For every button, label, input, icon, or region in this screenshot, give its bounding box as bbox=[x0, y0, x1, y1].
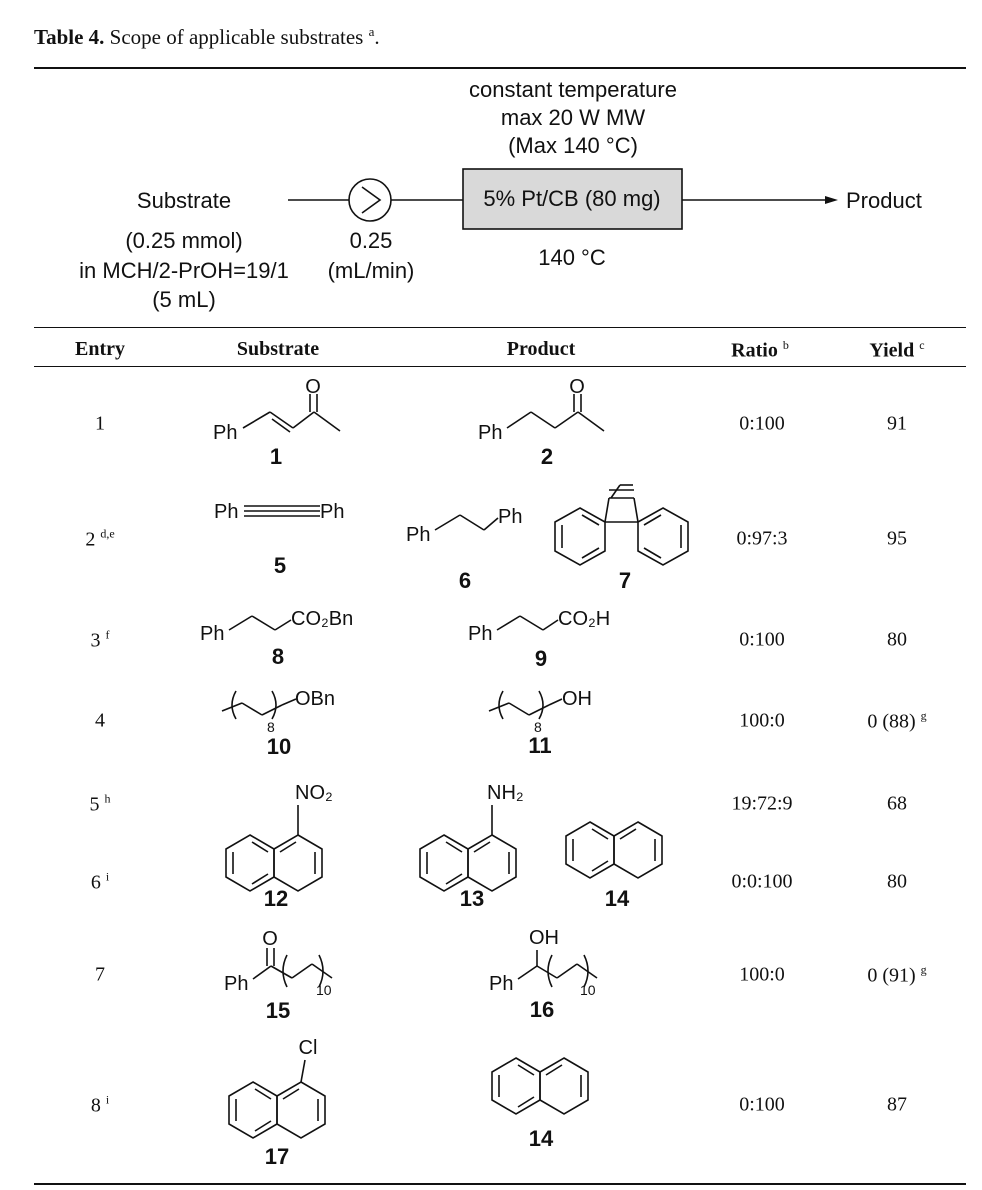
column-header-substrate: Substrate bbox=[236, 338, 320, 360]
temperature-label: 140 °C bbox=[538, 245, 606, 270]
svg-text:Ph: Ph bbox=[498, 506, 523, 528]
svg-text:CO₂H: CO₂H bbox=[558, 608, 611, 630]
arrow-head-icon bbox=[825, 196, 838, 204]
svg-text:14: 14 bbox=[528, 1126, 554, 1151]
svg-text:NO₂: NO₂ bbox=[295, 782, 333, 804]
ratio-cell: 0:100 bbox=[739, 1093, 785, 1116]
yield-cell: 0 (91) $^g$ bbox=[867, 962, 927, 987]
compound-7 bbox=[555, 485, 688, 593]
compound-5 bbox=[214, 501, 344, 578]
compound-13 bbox=[420, 782, 524, 911]
svg-text:OH: OH bbox=[529, 927, 559, 949]
svg-text:7: 7 bbox=[618, 568, 632, 593]
svg-text:Ph: Ph bbox=[489, 973, 514, 995]
svg-text:O: O bbox=[569, 376, 585, 398]
svg-text:17: 17 bbox=[264, 1144, 290, 1169]
column-header-entry: Entry bbox=[75, 338, 125, 360]
svg-text:O: O bbox=[305, 376, 321, 398]
compound-11 bbox=[489, 688, 592, 758]
yield-cell: 95 bbox=[887, 527, 907, 550]
svg-text:13: 13 bbox=[459, 886, 485, 911]
ratio-cell: 19:72:9 bbox=[731, 792, 793, 815]
svg-text:O: O bbox=[262, 928, 278, 950]
flow-rate-value: 0.25 bbox=[349, 228, 393, 253]
compound-2 bbox=[478, 376, 604, 469]
svg-text:Ph: Ph bbox=[478, 422, 503, 444]
compound-14 bbox=[492, 1058, 588, 1151]
svg-text:Ph: Ph bbox=[468, 623, 493, 645]
svg-text:CO₂Bn: CO₂Bn bbox=[291, 608, 354, 630]
entry-cell: 5 $^h$ bbox=[89, 791, 111, 816]
yield-cell: 80 bbox=[887, 870, 907, 893]
product-label: Product bbox=[846, 188, 922, 213]
yield-cell: 87 bbox=[887, 1093, 907, 1116]
svg-text:Ph: Ph bbox=[214, 501, 239, 523]
compound-16 bbox=[489, 927, 597, 1022]
entry-cell: 4 bbox=[95, 709, 105, 732]
yield-cell: 0 (88) $^g$ bbox=[867, 708, 927, 733]
svg-text:9: 9 bbox=[534, 646, 548, 671]
compound-1 bbox=[213, 376, 340, 469]
svg-text:5: 5 bbox=[273, 553, 287, 578]
svg-text:Ph: Ph bbox=[406, 524, 431, 546]
svg-text:14: 14 bbox=[604, 886, 630, 911]
svg-text:Cl: Cl bbox=[298, 1037, 318, 1059]
svg-text:6: 6 bbox=[458, 568, 472, 593]
entry-cell: 6 $^i$ bbox=[90, 869, 110, 894]
flow-scheme bbox=[79, 77, 922, 312]
svg-text:1: 1 bbox=[269, 444, 283, 469]
ratio-cell: 100:0 bbox=[739, 709, 785, 732]
svg-text:10: 10 bbox=[580, 982, 596, 998]
entry-cell: 7 bbox=[95, 963, 105, 986]
substrate-amount: (0.25 mmol) bbox=[125, 228, 243, 253]
compound-8 bbox=[200, 608, 353, 669]
svg-text:Ph: Ph bbox=[224, 973, 249, 995]
table-caption: Table 4. Scope of applicable substrates $^a$. bbox=[34, 24, 380, 49]
svg-text:11: 11 bbox=[528, 733, 552, 758]
compound-17 bbox=[229, 1037, 325, 1169]
flow-rate-unit: (mL/min) bbox=[327, 258, 415, 283]
svg-text:NH₂: NH₂ bbox=[487, 782, 524, 804]
compound-14 bbox=[566, 822, 662, 911]
entry-cell: 2 $^{d,e}$ bbox=[85, 526, 115, 551]
ratio-cell: 0:0:100 bbox=[731, 870, 793, 893]
svg-text:10: 10 bbox=[316, 982, 332, 998]
structures bbox=[200, 376, 688, 1169]
entry-cell: 1 bbox=[95, 412, 105, 435]
column-header-ratio: Ratio $^b$ bbox=[731, 338, 789, 362]
ratio-cell: 0:100 bbox=[739, 628, 785, 651]
svg-text:OH: OH bbox=[562, 688, 592, 710]
column-header-yield: Yield $^c$ bbox=[869, 338, 925, 362]
conditions-line-3: (Max 140 °C) bbox=[508, 133, 638, 158]
compound-12 bbox=[226, 782, 333, 911]
svg-text:Ph: Ph bbox=[320, 501, 345, 523]
yield-cell: 68 bbox=[887, 792, 907, 815]
svg-text:8: 8 bbox=[271, 644, 285, 669]
entry-cell: 8 $^i$ bbox=[90, 1092, 110, 1117]
svg-text:8: 8 bbox=[534, 719, 542, 735]
substrate-label: Substrate bbox=[136, 188, 232, 213]
svg-text:15: 15 bbox=[265, 998, 291, 1023]
pump-arrow-icon bbox=[362, 187, 380, 213]
entry-cell: 3 $^f$ bbox=[90, 627, 110, 652]
svg-text:12: 12 bbox=[263, 886, 289, 911]
svg-text:Ph: Ph bbox=[213, 422, 238, 444]
compound-15 bbox=[224, 928, 332, 1023]
svg-text:2: 2 bbox=[540, 444, 554, 469]
yield-cell: 91 bbox=[887, 412, 907, 435]
conditions-line-1: constant temperature bbox=[469, 77, 677, 102]
catalyst-label: 5% Pt/CB (80 mg) bbox=[483, 186, 661, 211]
pump-icon bbox=[349, 179, 391, 221]
svg-text:8: 8 bbox=[267, 719, 275, 735]
svg-text:Ph: Ph bbox=[200, 623, 225, 645]
conditions-line-2: max 20 W MW bbox=[500, 105, 646, 130]
compound-9 bbox=[468, 608, 610, 671]
substrate-solvent: in MCH/2-PrOH=19/1 bbox=[79, 258, 289, 283]
compound-6 bbox=[406, 506, 522, 593]
svg-text:16: 16 bbox=[529, 997, 555, 1022]
yield-cell: 80 bbox=[887, 628, 907, 651]
compound-10 bbox=[222, 688, 335, 759]
ratio-cell: 0:97:3 bbox=[736, 527, 788, 550]
column-header-product: Product bbox=[506, 338, 576, 360]
substrate-volume: (5 mL) bbox=[152, 287, 216, 312]
svg-text:OBn: OBn bbox=[295, 688, 336, 710]
svg-text:10: 10 bbox=[266, 734, 292, 759]
ratio-cell: 0:100 bbox=[739, 412, 785, 435]
ratio-cell: 100:0 bbox=[739, 963, 785, 986]
